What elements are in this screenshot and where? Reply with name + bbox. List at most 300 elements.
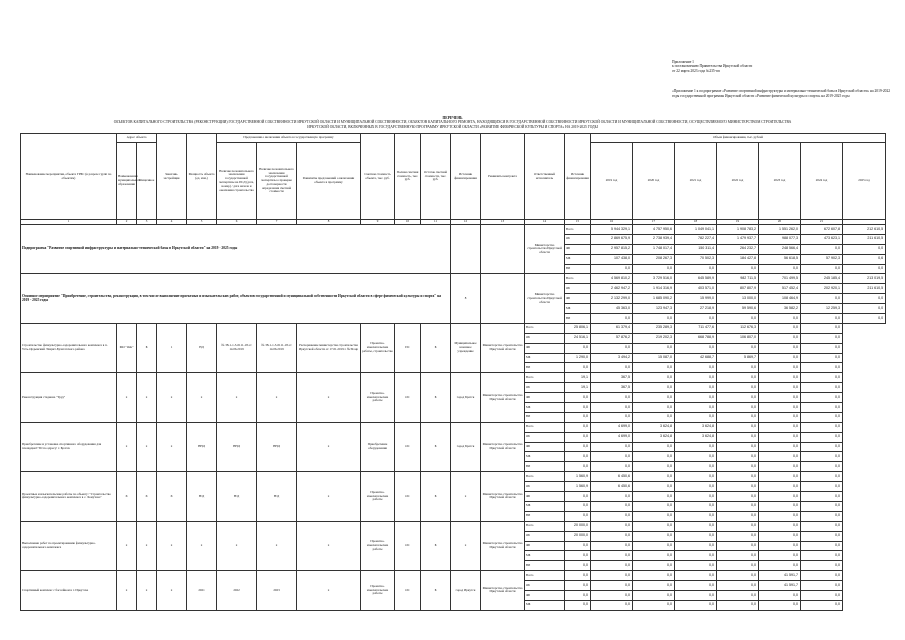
funding-value: 0,0 (565, 422, 591, 432)
table-row (21, 323, 886, 333)
funding-value: 0,0 (801, 521, 843, 531)
col-cost-remaining-header: Остаток сметной стоимости, тыс. руб. (421, 134, 451, 220)
funding-value: 0,0 (717, 343, 759, 353)
funding-value: 57 902,3 (801, 254, 843, 264)
column-number-cell: 18 (675, 220, 717, 225)
funding-value: 1 685 090,2 (633, 294, 675, 304)
funding-value: 0,0 (801, 561, 843, 571)
object-field-c9: Приобретение оборудования (361, 422, 395, 471)
column-number-cell: 15 (565, 220, 591, 225)
object-responsible: Министерство строительства Иркутской области (481, 422, 525, 471)
object-field-c4: х (157, 373, 187, 422)
funding-value: 0,0 (565, 363, 591, 373)
funding-value: 59 590,6 (717, 304, 759, 314)
funding-value: 0,0 (565, 492, 591, 502)
object-field-c12: х (451, 521, 481, 570)
funding-value: 0,0 (801, 333, 843, 343)
funding-value: 0,0 (633, 561, 675, 571)
funding-source: ВИ (565, 314, 591, 324)
table-row (21, 225, 886, 235)
funding-value: 15 999,0 (675, 294, 717, 304)
funding-value: 0,0 (633, 472, 675, 482)
object-responsible: Министерство строительства Иркутской области (481, 571, 525, 611)
funding-value: 782 227,4 (675, 234, 717, 244)
funding-value: 19,1 (565, 373, 591, 383)
funding-source: ФБ (525, 492, 565, 502)
funding-value: 0,0 (675, 590, 717, 600)
funding-value: 0,0 (565, 452, 591, 462)
column-number-cell: 20 (759, 220, 801, 225)
funding-value: 108 464,9 (759, 294, 801, 304)
table-row (21, 472, 886, 482)
object-name: Реконструкция стадиона "Труд" (21, 373, 117, 422)
funding-value: 0,0 (591, 412, 633, 422)
summary-responsible: Министерство строительства Иркутской области (525, 225, 565, 274)
col-source-header: Источник финансирования (565, 134, 591, 220)
funding-value: 0,0 (801, 294, 843, 304)
funding-value: 0,0 (843, 264, 886, 274)
funding-value: 36 582,2 (759, 304, 801, 314)
funding-value: 3 624,8 (675, 432, 717, 442)
col-year-header: 2022 год (717, 143, 759, 220)
col-year-header: 2023 год (759, 143, 801, 220)
funding-value: 0,0 (675, 492, 717, 502)
funding-value: 0,0 (591, 343, 633, 353)
funding-value: 711 477,6 (675, 323, 717, 333)
funding-value: 0,0 (565, 393, 591, 403)
funding-value: 0,0 (591, 442, 633, 452)
table-row (21, 373, 886, 383)
funding-source: ВИ (565, 264, 591, 274)
funding-value: 112 676,3 (717, 323, 759, 333)
object-field-c12: город Иркутск (451, 571, 481, 611)
object-field-c2: х (117, 422, 137, 471)
column-number-cell: 4 (157, 220, 187, 225)
col-name-header: Наименование мероприятия, объекта ГРБС (в разрезе групп по объектам) (21, 134, 117, 220)
object-field-c2: х (117, 521, 137, 570)
funding-value: 0,0 (591, 492, 633, 502)
funding-value: 0,0 (717, 373, 759, 383)
object-field-c6: х (217, 373, 257, 422)
funding-value: 0,0 (591, 531, 633, 541)
funding-value: 0,0 (759, 600, 801, 610)
object-field-c5: Н/Д (187, 472, 217, 521)
funding-value: 208 267,3 (633, 254, 675, 264)
object-field-c11: Б (421, 521, 451, 570)
funding-value: 0,0 (633, 314, 675, 324)
object-field-c12: х (451, 472, 481, 521)
funding-value: 0,0 (591, 393, 633, 403)
funding-value: 0,0 (675, 363, 717, 373)
object-field-c3: Б (137, 323, 157, 372)
funding-value: 0,0 (801, 422, 843, 432)
title-line-3: ИРКУТСКОЙ ОБЛАСТИ, ВКЛЮЧЕННЫХ В ГОСУДАРСТВЕННУЮ ПРОГРАММУ ИРКУТСКОЙ ОБЛАСТИ «РАЗВИТИЕ ФИЗИЧЕСКОЙ КУЛЬТУРЫ И СПОРТА» НА 2019-2025 ГОДЫ (307, 124, 598, 129)
funding-value: 6 450,6 (591, 482, 633, 492)
funding-value: 0,0 (565, 403, 591, 413)
funding-value: 0,0 (717, 531, 759, 541)
object-name: Спортивный комплекс с бассейном в г. Иркутске (21, 571, 117, 611)
funding-value: 219 202,3 (633, 333, 675, 343)
column-number-cell: 3 (137, 220, 157, 225)
funding-value: 0,0 (759, 373, 801, 383)
funding-value: 0,0 (675, 581, 717, 591)
funding-value: 57 876,2 (591, 333, 633, 343)
object-field-c6: 2022 (217, 571, 257, 611)
funding-value: 3 494,2 (591, 353, 633, 363)
column-number-cell: 10 (395, 220, 421, 225)
funding-value: 0,0 (633, 393, 675, 403)
funding-value: 0,0 (801, 511, 843, 521)
funding-value: 0,0 (801, 482, 843, 492)
object-field-c8: х (297, 373, 361, 422)
funding-value: 0,0 (759, 422, 801, 432)
funding-value: 1 049 041,1 (675, 225, 717, 235)
funding-value: 0,0 (801, 323, 843, 333)
funding-value: 6 450,6 (591, 472, 633, 482)
funding-value: 0,0 (633, 571, 675, 581)
funding-value: 0,0 (633, 521, 675, 531)
funding-value: 0,0 (565, 571, 591, 581)
col-cost-total-header: Полная сметная стоимость, тыс. руб. (395, 134, 421, 220)
funding-value: 0,0 (633, 383, 675, 393)
funding-value: 0,0 (675, 393, 717, 403)
summary-num: 8 (451, 274, 481, 323)
funding-value: 0,0 (591, 521, 633, 531)
funding-value: 0,0 (801, 244, 843, 254)
funding-value: 0,0 (801, 590, 843, 600)
funding-source: МБ (565, 304, 591, 314)
funding-value: 1 748 017,4 (633, 244, 675, 254)
funding-value: 0,0 (717, 412, 759, 422)
object-field-c4: х (157, 422, 187, 471)
funding-value: 211 610,5 (843, 284, 886, 294)
funding-value: 0,0 (675, 403, 717, 413)
funding-value: 1 560,9 (565, 472, 591, 482)
funding-value: 0,0 (759, 264, 801, 274)
funding-value: 0,0 (591, 590, 633, 600)
funding-value: 0,0 (759, 501, 801, 511)
object-field-c9: Проектно-изыскательские работы (361, 521, 395, 570)
resolution-label: к постановлению Правительства Иркутской области (672, 64, 753, 69)
funding-value: 0,0 (675, 412, 717, 422)
funding-value: 41 591,7 (759, 571, 801, 581)
object-field-c8: х (297, 422, 361, 471)
object-field-c9: Проектно-изыскательские работы (361, 373, 395, 422)
funding-source: МБ (525, 551, 565, 561)
funding-value: 0,0 (633, 452, 675, 462)
funding-value: 0,0 (759, 472, 801, 482)
funding-source: ФБ (525, 590, 565, 600)
object-field-c10: ОС (395, 373, 421, 422)
funding-value: 0,0 (801, 383, 843, 393)
object-field-c7: х (257, 521, 297, 570)
funding-value: 0,0 (591, 403, 633, 413)
funding-value: 0,0 (591, 541, 633, 551)
funding-value: 668 788,9 (675, 333, 717, 343)
column-number-cell: 12 (451, 220, 481, 225)
object-field-c6: ННД (217, 422, 257, 471)
funding-source: ОБ (525, 581, 565, 591)
funding-value: 982 711,5 (717, 274, 759, 284)
funding-value: 0,0 (591, 571, 633, 581)
funding-value: 1 290,0 (565, 353, 591, 363)
funding-value: 0,0 (843, 314, 886, 324)
funding-value: 70 502,3 (675, 254, 717, 264)
funding-value: 213 019,5 (843, 274, 886, 284)
funding-value: 0,0 (801, 472, 843, 482)
col-year-header: 2024 год (801, 143, 843, 220)
object-field-c6: № 38-1-1-3-0111-18 от 14.06.2019 (217, 323, 257, 372)
funding-source: ФБ (565, 244, 591, 254)
funding-value: 0,6 (843, 254, 886, 264)
funding-value: 2 132 299,0 (591, 294, 633, 304)
funding-value: 211 610,5 (843, 234, 886, 244)
col-capacity-header: Мощность объекта (ед. изм.) (187, 134, 217, 220)
funding-value: 4 699,0 (591, 432, 633, 442)
object-field-c8: х (297, 472, 361, 521)
object-name: Проектные и изыскательские работы по объекту: "Строительство физкультурно-оздоровительного комплекса в с. Хомутово" (21, 472, 117, 521)
funding-value: 0,0 (759, 403, 801, 413)
funding-value: 0,0 (759, 541, 801, 551)
object-field-c7: № 38-1-1-3-0111-18 от 14.06.2019 (257, 323, 297, 372)
object-field-c7: 2023 (257, 571, 297, 611)
funding-value: 0,0 (801, 462, 843, 472)
funding-source: ВИ (525, 462, 565, 472)
funding-value: 0,0 (633, 442, 675, 452)
object-field-c5: 2021 (187, 571, 217, 611)
funding-value: 4 757 950,6 (633, 225, 675, 235)
funding-value: 0,0 (675, 561, 717, 571)
resolution-date: от 22 марта 2023 года №235-пп (672, 68, 720, 73)
funding-source: МБ (525, 600, 565, 610)
funding-value: 0,0 (675, 531, 717, 541)
funding-value: 0,0 (633, 373, 675, 383)
funding-value: 1 914 316,9 (633, 284, 675, 294)
funding-value: 0,0 (591, 561, 633, 571)
funding-value: 0,0 (759, 452, 801, 462)
funding-value: 0,0 (675, 541, 717, 551)
funding-value: 0,0 (759, 343, 801, 353)
column-number-cell: 6 (217, 220, 257, 225)
summary-num (451, 225, 481, 274)
title-line-1: ПЕРЕЧЕНЬ (442, 116, 463, 120)
funding-value: 0,0 (717, 422, 759, 432)
object-name: Выполнение работ по проектированию физкультурно-оздоровительного комплекса (21, 521, 117, 570)
funding-value: 988 077,3 (759, 234, 801, 244)
funding-value: 0,0 (633, 551, 675, 561)
funding-value: 0,0 (591, 363, 633, 373)
object-field-c5: х (187, 373, 217, 422)
col-year-header: 2020 год (633, 143, 675, 220)
funding-value: 0,0 (591, 264, 633, 274)
funding-value: 56 618,5 (759, 254, 801, 264)
funding-value: 0,0 (565, 442, 591, 452)
summary-responsible: Министерство строительства Иркутской области (525, 274, 565, 323)
funding-value: 0,0 (591, 452, 633, 462)
object-field-c4: х (157, 571, 187, 611)
funding-value: 0,0 (717, 581, 759, 591)
object-responsible: Министерство строительства Иркутской области (481, 373, 525, 422)
object-field-c2: Х (117, 472, 137, 521)
funding-value: 0,0 (633, 363, 675, 373)
object-field-c5: х (187, 521, 217, 570)
object-field-c8: х (297, 571, 361, 611)
summary-contract (481, 274, 525, 323)
funding-value: 0,0 (759, 561, 801, 571)
funding-value: 0,0 (759, 363, 801, 373)
funding-value: 3 624,8 (633, 422, 675, 432)
funding-value: 19,1 (565, 383, 591, 393)
object-field-c2: МО "Оёк" (117, 323, 137, 372)
funding-value: 0,0 (633, 541, 675, 551)
funding-value: 150 311,4 (675, 244, 717, 254)
funding-source: ВИ (525, 363, 565, 373)
funding-value: 0,0 (717, 363, 759, 373)
funding-value: 0,0 (633, 531, 675, 541)
funding-value: 367,5 (591, 383, 633, 393)
funding-value: 0,0 (565, 590, 591, 600)
funding-value: 0,0 (633, 412, 675, 422)
object-responsible: Министерство строительства Иркутской области (481, 521, 525, 570)
funding-value: 45 363,0 (591, 304, 633, 314)
col-year-header: 2019 год (591, 143, 633, 220)
funding-value: 0,0 (801, 492, 843, 502)
object-field-c7: Н/Д (257, 472, 297, 521)
col-location-header: Улица/иное (137, 143, 157, 220)
funding-value: 0,0 (565, 432, 591, 442)
funding-source: МБ (525, 353, 565, 363)
funding-value: 0,0 (759, 590, 801, 600)
funding-value: 5 944 329,1 (591, 225, 633, 235)
funding-source: ОБ (565, 284, 591, 294)
funding-value: 0,0 (675, 442, 717, 452)
funding-source: Всего (565, 225, 591, 235)
funding-source: МБ (525, 403, 565, 413)
funding-value: 0,0 (633, 343, 675, 353)
object-field-c12: Муниципальное казенное учреждение (451, 323, 481, 372)
funding-value: 0,0 (675, 314, 717, 324)
funding-value: 0,0 (759, 531, 801, 541)
col-cost-header: Сметная стоимость объекта, тыс. руб. (361, 134, 395, 220)
table-row (21, 274, 886, 284)
funding-value: 0,0 (759, 511, 801, 521)
funding-source: ВИ (525, 412, 565, 422)
funding-value: 1 908 783,2 (717, 225, 759, 235)
funding-source: ФБ (525, 442, 565, 452)
funding-value: 0,0 (633, 264, 675, 274)
funding-value: 0,0 (717, 403, 759, 413)
summary-label: Подпрограмма "Развитие спортивной инфраструктуры и материально-технической базы в Иркутской области" на 2019 - 2025 годы (21, 225, 451, 274)
funding-value: 184 427,8 (717, 254, 759, 264)
funding-value: 0,0 (633, 492, 675, 502)
table-row (21, 422, 886, 432)
funding-value: 0,0 (633, 590, 675, 600)
funding-value: 0,0 (801, 363, 843, 373)
column-number-cell: 19 (717, 220, 759, 225)
funding-value: 0,0 (843, 304, 886, 314)
funding-value: 0,0 (633, 600, 675, 610)
funding-value: 0,0 (801, 412, 843, 422)
funding-value: 106 807,0 (717, 333, 759, 343)
funding-source: ОБ (525, 333, 565, 343)
funding-source: Всего (525, 323, 565, 333)
funding-value: 807 807,9 (717, 284, 759, 294)
object-field-c3: х (137, 422, 157, 471)
funding-value: 2 738 939,4 (633, 234, 675, 244)
funding-value: 0,0 (759, 412, 801, 422)
object-field-c6: Н/Д (217, 472, 257, 521)
appendix-label: Приложение 1 (672, 60, 694, 64)
object-field-c9: Проектно-изыскательские работы (361, 571, 395, 611)
funding-value: 0,0 (565, 541, 591, 551)
col-proposal-header: Реквизиты предложений о включении объекта в программу (297, 143, 361, 220)
title-line-2: ОБЪЕКТОВ КАПИТАЛЬНОГО СТРОИТЕЛЬСТВА (РЕКОНСТРУКЦИИ) ГОСУДАРСТВЕННОЙ СОБСТВЕННОСТИ ИРКУТСКОЙ ОБЛАСТИ И МУНИЦИПАЛЬНОЙ СОБСТВЕННОСТИ, ОБЪЕКТОВ КАПИТАЛЬНОГО РЕМОНТА, НАХОДЯЩИХСЯ В ГОСУДАРСТВЕННОЙ СОБСТВЕННОСТИ ИРКУТСКОЙ ОБЛАСТИ И МУНИЦИПАЛЬНОЙ СОБСТВЕННОСТИ, ОСУЩЕСТВЛЯЕМОГО МИНИСТЕРСТВОМ СТРОИТЕЛЬСТВА (113, 120, 792, 125)
funding-source: Всего (525, 571, 565, 581)
funding-value: 27 218,9 (675, 304, 717, 314)
funding-value: 12 259,3 (801, 304, 843, 314)
object-field-c2: х (117, 373, 137, 422)
funding-value: 0,0 (717, 492, 759, 502)
funding-value: 1 560,9 (565, 482, 591, 492)
funding-value: 0,0 (591, 501, 633, 511)
object-field-c3: х (137, 373, 157, 422)
object-field-c10: ОС (395, 422, 421, 471)
funding-value: 0,0 (675, 462, 717, 472)
object-field-c5: ННД (187, 422, 217, 471)
funding-value: 0,0 (759, 462, 801, 472)
funding-value: 0,0 (675, 571, 717, 581)
funding-value: 0,0 (675, 264, 717, 274)
funding-source: Всего (565, 274, 591, 284)
funding-source: ФБ (525, 541, 565, 551)
funding-value: 0,0 (717, 383, 759, 393)
col-funding-group-header: Объем финансирования, тыс. рублей (591, 134, 886, 143)
funding-value: 0,0 (759, 353, 801, 363)
object-field-c11: Б (421, 323, 451, 372)
funding-value: 0,0 (717, 393, 759, 403)
funding-value: 20 000,0 (565, 531, 591, 541)
column-number-cell: 7 (257, 220, 297, 225)
funding-value: 0,0 (717, 571, 759, 581)
funding-value: 0,0 (717, 561, 759, 571)
funding-value: 41 591,7 (759, 581, 801, 591)
col-funds-source-header: Источник финансирования (451, 134, 481, 220)
funding-value: 0,0 (801, 452, 843, 462)
funding-value: 4 699,0 (591, 422, 633, 432)
funding-value: 0,0 (717, 472, 759, 482)
funding-value: 0,0 (759, 383, 801, 393)
funding-value: 0,0 (675, 452, 717, 462)
funding-value: 0,0 (717, 314, 759, 324)
funding-value: 1 551 262,0 (759, 225, 801, 235)
object-field-c10: ОС (395, 472, 421, 521)
funding-value: 0,0 (717, 462, 759, 472)
col-year-header: 2021 год (675, 143, 717, 220)
funding-source: ФБ (565, 294, 591, 304)
object-field-c7: х (257, 373, 297, 422)
funding-value: 0,0 (717, 264, 759, 274)
funding-value: 245 185,4 (801, 274, 843, 284)
funding-value: 403 571,0 (675, 284, 717, 294)
funding-value: 42 688,7 (675, 353, 717, 363)
funding-value: 0,0 (801, 314, 843, 324)
funding-value: 0,0 (633, 462, 675, 472)
funding-value: 0,0 (675, 511, 717, 521)
funding-value: 0,0 (675, 521, 717, 531)
funding-value: 0,0 (675, 501, 717, 511)
funding-value: 0,0 (565, 511, 591, 521)
funding-value: 0,0 (801, 571, 843, 581)
